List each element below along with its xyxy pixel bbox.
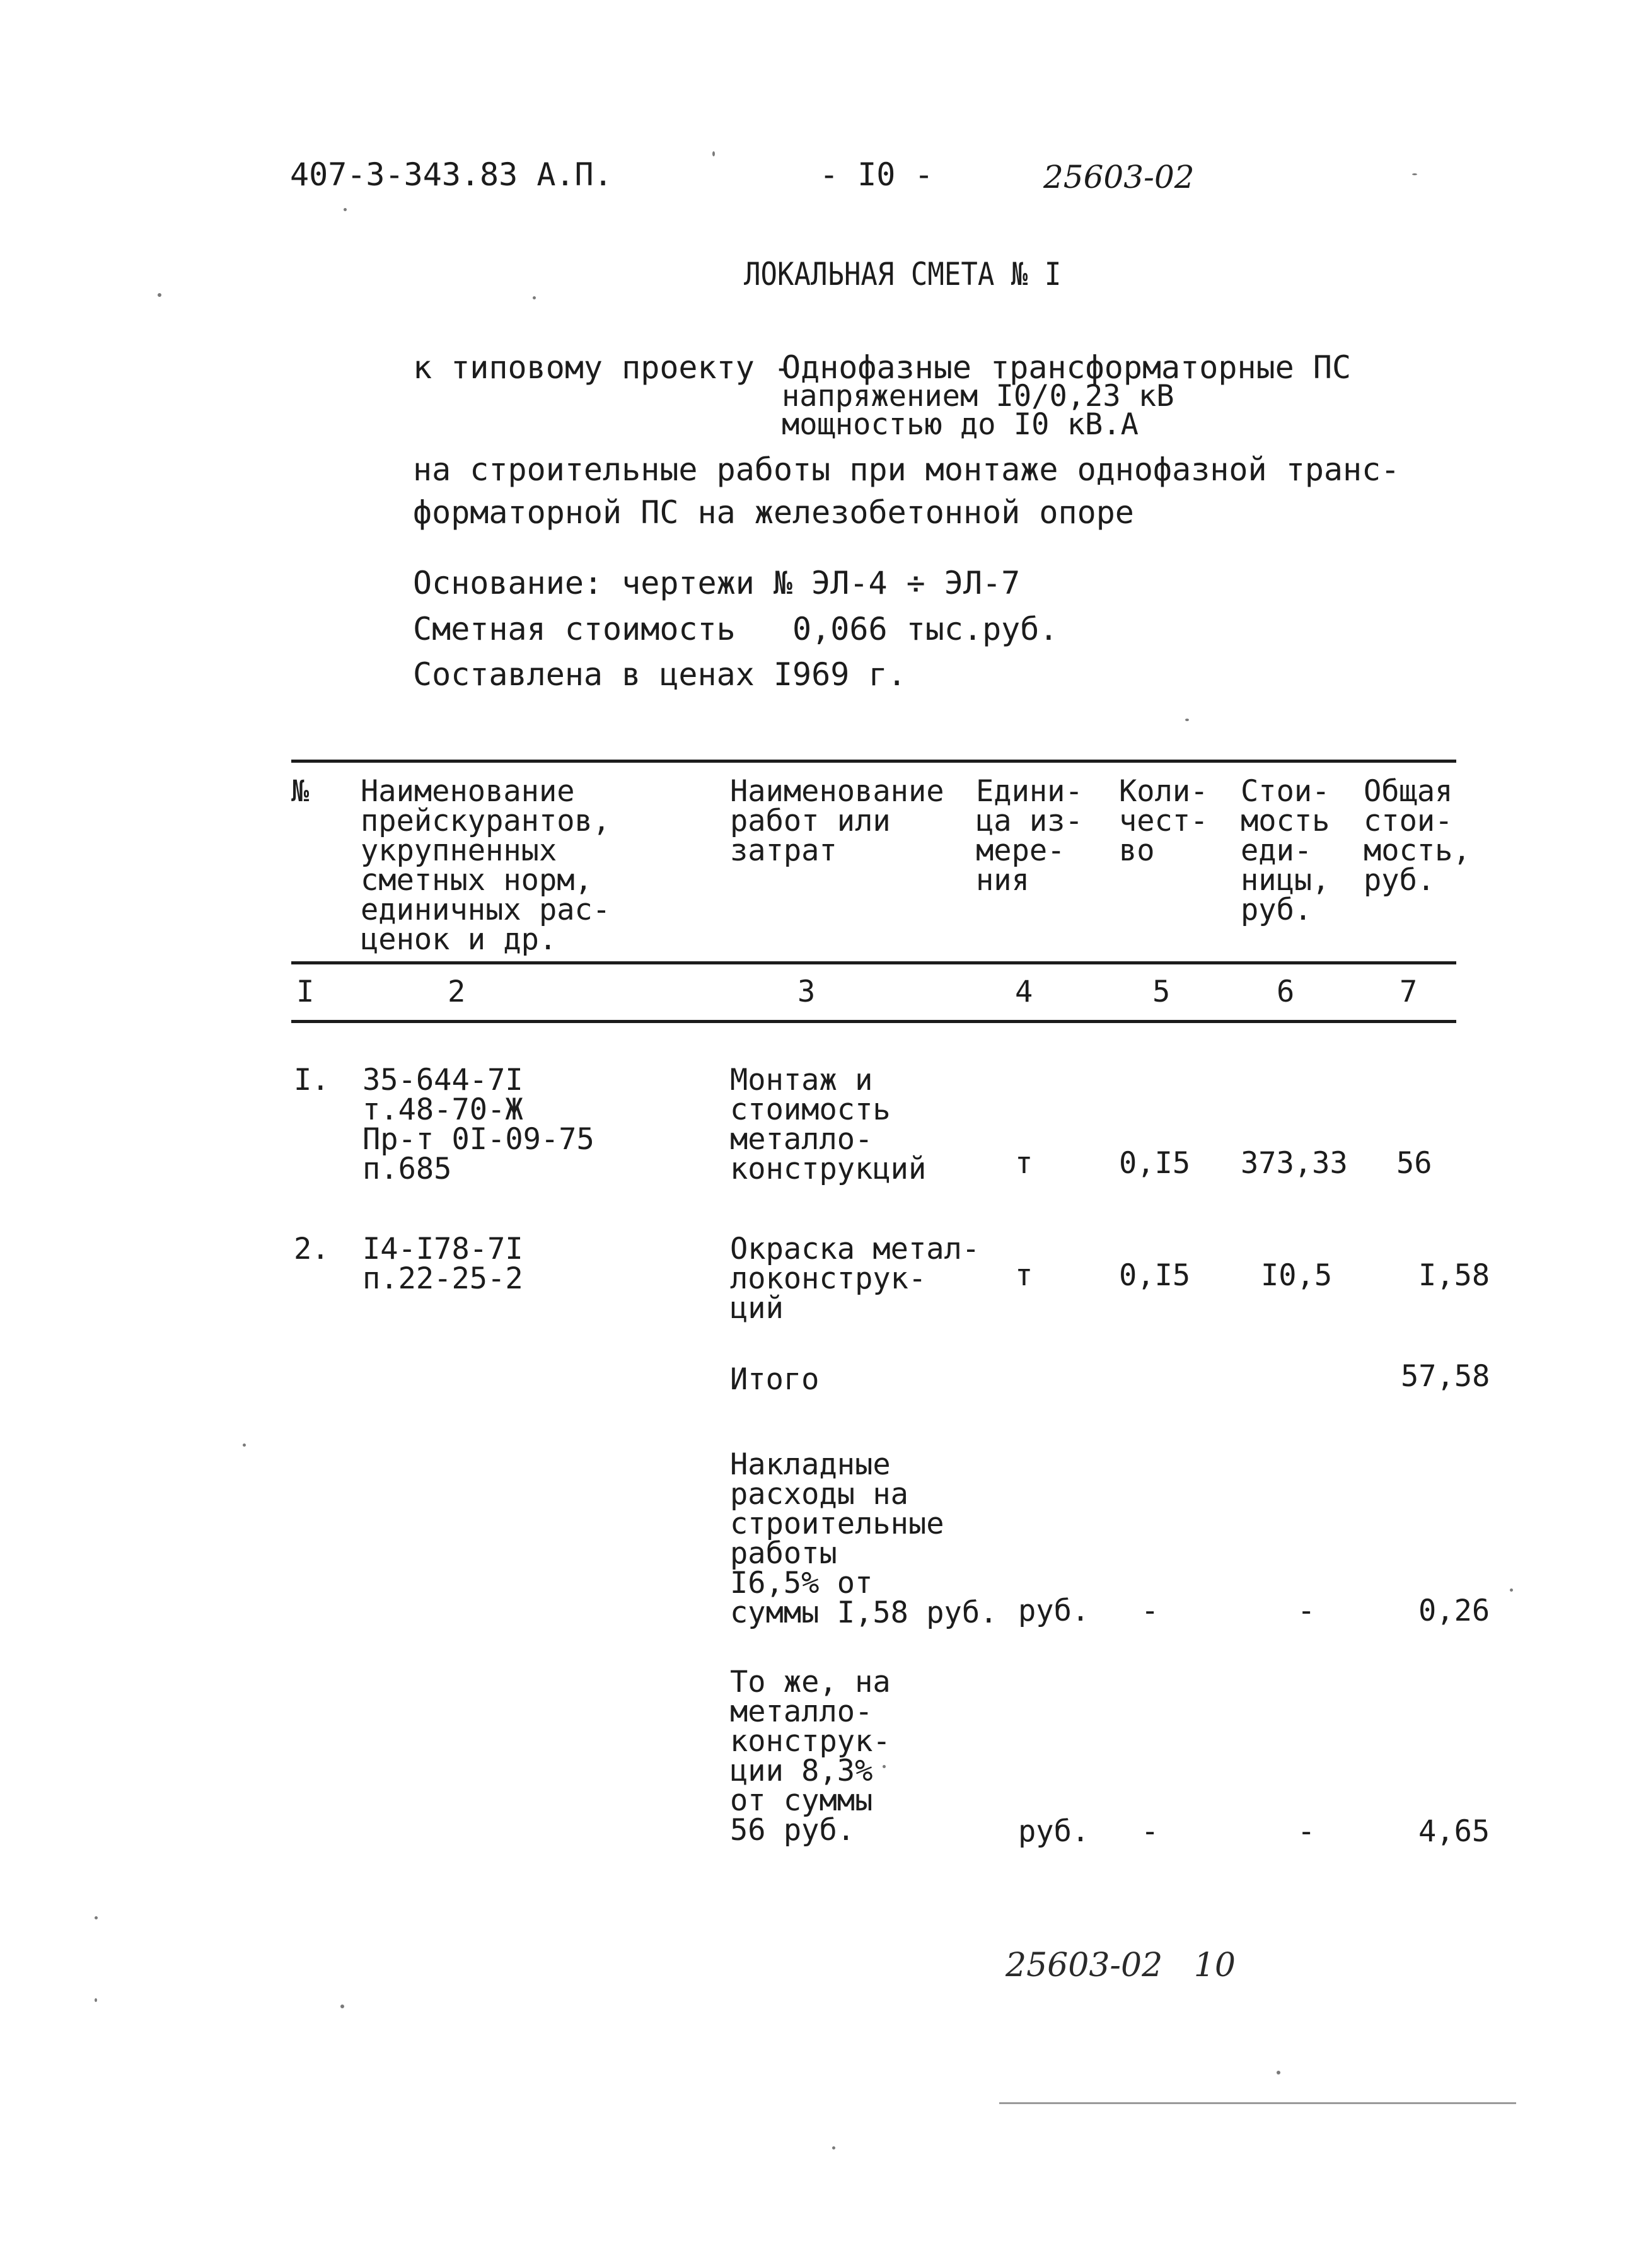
row-unit: т [1015, 1258, 1033, 1293]
col-header-5: Коли- чест- во [1119, 774, 1208, 868]
project-label: к типовому проекту - [413, 349, 793, 386]
project-line-3: мощностью до I0 кВ.А [782, 407, 1139, 442]
row-work-name: Окраска метал- локонструк- ций [730, 1232, 980, 1326]
scan-speck [158, 293, 161, 297]
scan-speck [883, 1765, 886, 1768]
table-top-rule [291, 760, 1456, 763]
scan-speck [95, 1916, 98, 1919]
scan-speck [832, 2146, 835, 2149]
prices-year: Составлена в ценах I969 г. [413, 656, 907, 693]
row-unit-price: I0,5 [1261, 1258, 1333, 1293]
handwritten-inventory-note: 25603-02 10 [1006, 1947, 1236, 1984]
col-number-1: I [296, 975, 315, 1009]
scan-speck [712, 151, 715, 156]
project-line-1: Однофазные трансформаторные ПС [782, 349, 1352, 386]
scan-speck [1185, 719, 1189, 721]
row-unit: руб. [1018, 1594, 1090, 1628]
table-header-rule [291, 961, 1456, 964]
table-numbers-rule [291, 1020, 1456, 1023]
scan-speck [1510, 1588, 1513, 1592]
row-unit: т [1015, 1146, 1033, 1181]
row-unit-price: - [1297, 1594, 1316, 1628]
scan-speck [95, 1998, 97, 2002]
row-reference: I4-I78-7I п.22-25-2 [362, 1232, 523, 1296]
col-header-7: Общая стои- мость, руб. [1364, 774, 1471, 898]
col-number-2: 2 [448, 975, 466, 1009]
col-header-4: Едини- ца из- мере- ния [976, 774, 1083, 898]
row-total: 56 [1396, 1146, 1432, 1181]
row-quantity: - [1141, 1594, 1159, 1628]
col-number-5: 5 [1152, 975, 1171, 1009]
scan-speck [1412, 173, 1417, 175]
inventory-number: 25603-02 [1043, 159, 1195, 195]
row-unit-price: - [1297, 1814, 1316, 1849]
row-total: 0,26 [1418, 1594, 1490, 1628]
scan-speck [243, 1444, 246, 1447]
col-number-7: 7 [1400, 975, 1418, 1009]
bottom-rule [999, 2102, 1516, 2104]
page-number: - I0 - [820, 156, 934, 193]
works-line-1: на строительные работы при монтаже однофазной транс- [413, 451, 1400, 488]
row-total: 57,58 [1401, 1359, 1490, 1394]
row-quantity: 0,I5 [1119, 1146, 1191, 1181]
row-number: I. [294, 1063, 330, 1097]
page-title: ЛОКАЛЬНАЯ СМЕТА № I [744, 256, 1062, 292]
col-number-3: 3 [797, 975, 816, 1009]
row-work-name: То же, на металло- конструк- ции 8,3% от суммы 56 руб. [730, 1665, 891, 1848]
row-unit: руб. [1018, 1814, 1090, 1849]
row-unit-price: 373,33 [1241, 1146, 1348, 1181]
basis: Основание: чертежи № ЭЛ-4 ÷ ЭЛ-7 [413, 565, 1021, 601]
scan-speck [344, 208, 347, 211]
row-reference: 35-644-7I т.48-70-Ж Пр-т 0I-09-75 п.685 [362, 1063, 594, 1186]
col-header-2: Наименование прейскурантов, укрупненных сметных норм, единичных рас- ценок и др. [361, 774, 611, 957]
row-work-name: Накладные расходы на строительные работы I6,5% от суммы I,58 руб. [730, 1447, 998, 1630]
scan-speck [340, 2005, 344, 2008]
row-total: I,58 [1418, 1258, 1490, 1293]
row-quantity: 0,I5 [1119, 1258, 1191, 1293]
col-number-4: 4 [1015, 975, 1033, 1009]
col-header-1: № [291, 774, 310, 809]
row-quantity: - [1141, 1814, 1159, 1849]
scan-speck [533, 296, 536, 299]
row-total: 4,65 [1418, 1814, 1490, 1849]
col-header-3: Наименование работ или затрат [730, 774, 944, 868]
project-line-2: напряжением I0/0,23 кВ [782, 379, 1174, 414]
col-header-6: Стои- мость еди- ницы, руб. [1241, 774, 1330, 927]
estimated-cost: Сметная стоимость 0,066 тыс.руб. [413, 611, 1058, 647]
document-code: 407-3-343.83 А.П. [290, 156, 613, 193]
row-work-name: Итого [730, 1362, 820, 1397]
row-work-name: Монтаж и стоимость металло- конструкций [730, 1063, 927, 1186]
row-number: 2. [294, 1232, 330, 1266]
scan-speck [1277, 2071, 1280, 2074]
works-line-2: форматорной ПС на железобетонной опоре [413, 494, 1134, 531]
col-number-6: 6 [1277, 975, 1295, 1009]
